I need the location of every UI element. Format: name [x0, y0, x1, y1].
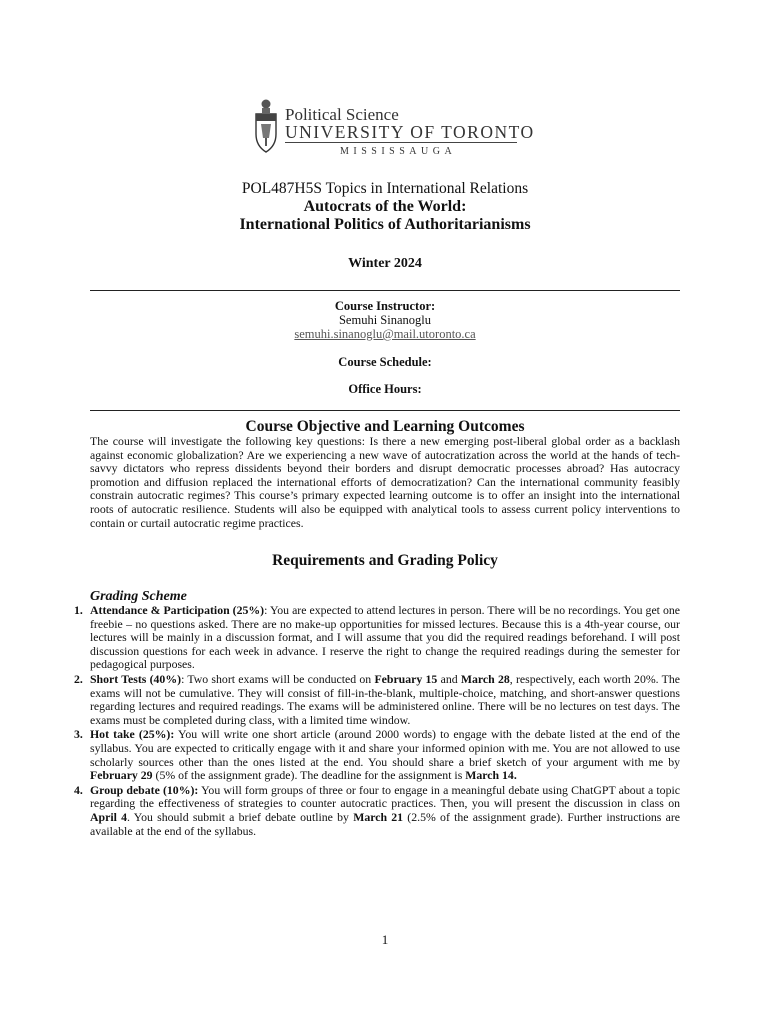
- list-item-date: March 14.: [465, 768, 517, 783]
- list-item-text: and: [437, 671, 461, 686]
- instructor-label: Course Instructor:: [334, 299, 436, 313]
- course-title-line1: Autocrats of the World:: [303, 198, 467, 215]
- list-item-date: March 21: [353, 809, 404, 824]
- schedule-label: Course Schedule:: [338, 355, 432, 369]
- list-item-date: March 28: [460, 671, 510, 686]
- grading-scheme-heading: Grading Scheme: [90, 589, 187, 604]
- office-hours-label: Office Hours:: [348, 382, 422, 396]
- university-crest-icon: [253, 98, 279, 156]
- list-item: [74, 671, 680, 727]
- logo-university: UNIVERSITY OF TORONTO: [285, 122, 535, 142]
- course-code: POL487H5S Topics in International Relations: [241, 180, 529, 197]
- course-title-line2: International Politics of Authoritarianisms: [239, 216, 531, 233]
- list-item-lead: Hot take (25%):: [90, 727, 175, 742]
- page-number: 1: [381, 932, 389, 947]
- list-item: [74, 727, 681, 783]
- list-item-text: You will form groups of three or four to engage in a meaningful debate using ChatGPT about a topic regarding the effectiveness of strategies to counter autocratic practices. Then, you will present the discussion in class on: [90, 782, 680, 811]
- objectives-body: The course will investigate the following key questions: Is there a new emerging post-liberal global order as a backlash against economic globalization? Are we experiencing a new wave of autocratization across the world at the hands of tech-savvy dictators who repress dissidents beyond their borders and disrupt democratic processes abroad? Has autocracy promotion and diffusion replaced the international efforts of democratization? Can the international community feasibly constrain autocratic regimes? This course’s primary expected learning outcome is to offer an insight into the international roots of autocratic resilience. Students will also be equipped with analytical tools to assess current policy interventions to contain or curtail autocratic regime practices.: [90, 434, 680, 530]
- list-item: [74, 603, 680, 672]
- list-item-date: April 4: [90, 809, 128, 824]
- objectives-heading: Course Objective and Learning Outcomes: [245, 418, 525, 435]
- list-item-text: (2.5% of the assignment grade). Further instructions are available at the end of the syllabus.: [90, 809, 681, 838]
- grading-list: [74, 603, 681, 839]
- list-item-number: 4.: [74, 782, 83, 797]
- course-term: Winter 2024: [348, 256, 422, 271]
- list-item-text: : Two short exams will be conducted on: [181, 671, 375, 686]
- list-item: [74, 782, 681, 838]
- list-item-lead: Attendance & Participation (25%): [90, 603, 265, 617]
- list-item-lead: Short Tests (40%): [90, 671, 182, 686]
- logo-department: Political Science: [285, 105, 399, 124]
- university-logo: [253, 98, 535, 160]
- list-item-text: (5% of the assignment grade). The deadline for the assignment is: [152, 768, 466, 783]
- divider-bottom: [90, 410, 680, 411]
- requirements-heading: Requirements and Grading Policy: [272, 552, 498, 569]
- instructor-email-link[interactable]: semuhi.sinanoglu@mail.utoronto.ca: [294, 327, 476, 341]
- instructor-name: Semuhi Sinanoglu: [338, 313, 432, 327]
- instructor-email-wrap: [90, 327, 680, 342]
- list-item-text: . You should submit a brief debate outline by: [127, 809, 354, 824]
- list-item-text: , respectively, each worth 20%. The exams will not be cumulative. They will consist of fill-in-the-blank, multiple-choice, matching, and short-answer questions regarding lectures and required readings. The exams will be administered online. There will be no lectures on test days. The exams must be completed during class, with a limited time window.: [90, 671, 680, 727]
- list-item-text: You will write one short article (around 2000 words) to engage with the debate listed at the end of the syllabus. You are expected to critically engage with it and share your informed opinion with me. You are not allowed to use scholarly sources other than the ones listed at the end. You should share a brief sketch of your argument with me by: [90, 727, 681, 769]
- list-item-number: 3.: [74, 727, 83, 742]
- list-item-text: : You are expected to attend lectures in person. There will be no recordings. You get one freebie – no questions asked. There are no make-up opportunities for missed lectures. Because this is a 4th-year course, our lectures will be mainly in a discussion format, and I will assume that you did the required readings beforehand. I will post discussion questions for each week in advance. I reserve the right to change the required readings during the semester for pedagogical purposes.: [90, 603, 680, 672]
- divider-top: [90, 290, 680, 291]
- list-item-number: 1.: [74, 603, 83, 617]
- list-item-date: February 29: [90, 768, 153, 783]
- list-item-date: February 15: [374, 671, 438, 686]
- logo-divider: [285, 142, 517, 143]
- list-item-number: 2.: [74, 671, 83, 686]
- logo-campus: MISSISSAUGA: [340, 146, 457, 157]
- list-item-lead: Group debate (10%):: [90, 782, 199, 797]
